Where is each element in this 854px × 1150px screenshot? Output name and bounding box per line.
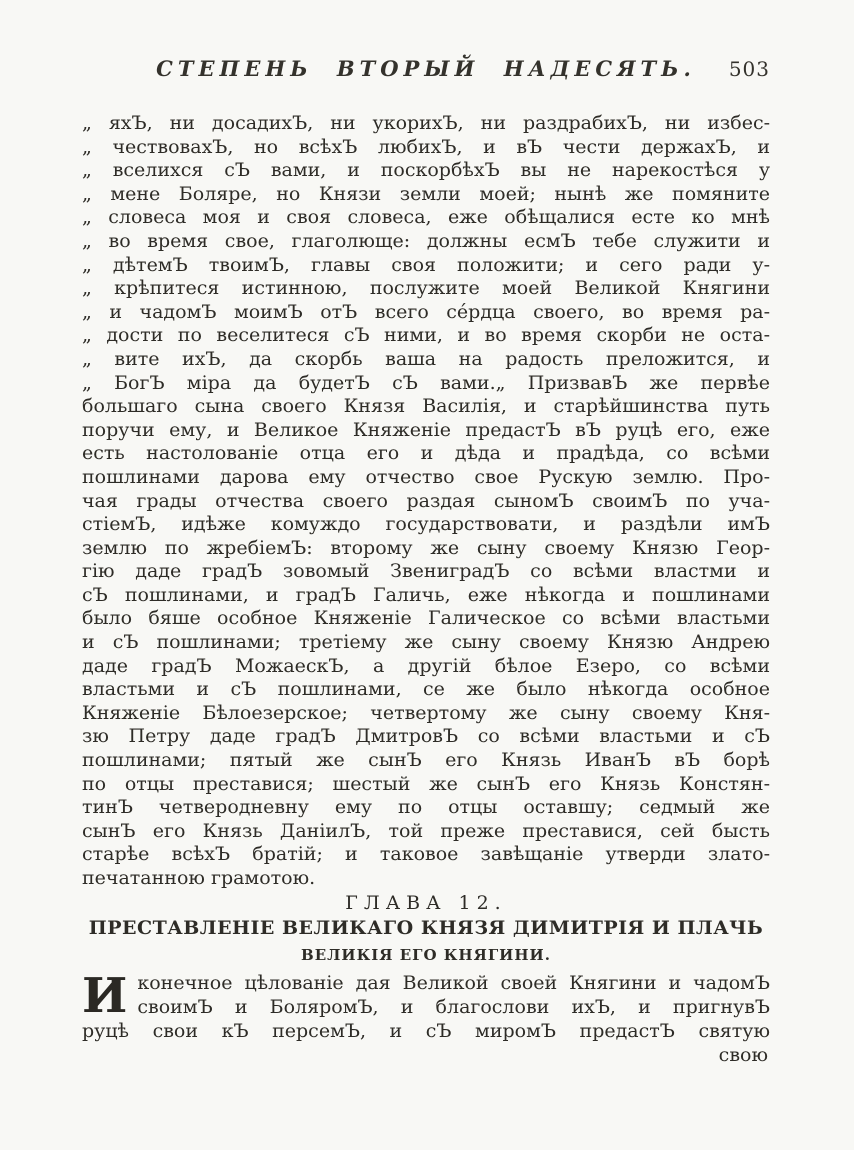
catchword: свою (718, 1044, 768, 1067)
text-line: старѣе всѣхЪ братій; и таковое завѣщаніе утверди злато- (82, 843, 770, 866)
text-line: стіемЪ, идѣже комуждо государствовати, и раздѣли имЪ (82, 513, 770, 536)
text-line: гію даде градЪ зовомый ЗвениградЪ со всѣми властми и (82, 560, 770, 583)
drop-cap-initial: И (82, 968, 128, 1025)
running-header (82, 56, 770, 86)
text-line: есть настолованіе отца его и дѣда и прадѣда, со всѣми (82, 442, 770, 465)
text-line: своимЪ и БоляромЪ, и благослови ихЪ, и пригнувЪ (137, 995, 770, 1018)
text-line: землю по жребіемЪ: второму же сыну своему Князю Геор- (82, 536, 770, 559)
section-subtitle: ВЕЛИКІЯ ЕГО КНЯГИНИ. (301, 945, 551, 964)
text-line: тинЪ четверодневну ему по отцы оставшу; седмый же (82, 796, 770, 819)
text-line: сЪ пошлинами, и градЪ Галичь, еже нѣкогда и пошлинами (82, 583, 770, 606)
text-line: пошлинами дарова ему отчество свое Рускую землю. Про- (82, 465, 770, 488)
text-line: поручи ему, и Великое Княженіе предастЪ вЪ руцѣ его, еже (82, 418, 770, 441)
page-number: 503 (728, 57, 770, 81)
text-line: „ крѣпитеся истинною, послужите моей Великой Княгини (82, 277, 770, 300)
opening-paragraph (82, 968, 770, 1043)
text-line: Княженіе Бѣлоезерское; четвертому же сыну своему Кня- (82, 701, 770, 724)
text-line: конечное цѣлованіе дая Великой своей Княгини и чадомЪ (137, 972, 770, 995)
text-line: „ дѣтемЪ твоимЪ, главы своя положити; и сего ради у- (82, 253, 770, 276)
text-line: „ вселихся сЪ вами, и поскорбѣхЪ вы не нарекостѣся у (82, 159, 770, 182)
text-line: „ чествовахЪ, но всѣхЪ любихЪ, и вЪ чести держахЪ, и (82, 135, 770, 158)
text-line: сынЪ его Князь ДаніилЪ, той преже преставися, сей бысть (82, 819, 770, 842)
text-line: было бяше особное Княженіе Галическое со всѣми властьми (82, 607, 770, 630)
text-line: большаго сына своего Князя Василія, и старѣйшинства путь (82, 395, 770, 418)
text-block (82, 112, 770, 1068)
text-line: „ вите ихЪ, да скорбь ваша на радость преложится, и (82, 347, 770, 370)
text-line: по отцы преставися; шестый же сынЪ его Князь Констян- (82, 772, 770, 795)
text-line: „ во время свое, глаголюще: должны есмЪ тебе служити и (82, 229, 770, 252)
text-line: „ дости по веселитеся сЪ ними, и во время скорби не оста- (82, 324, 770, 347)
opening-paragraph-lines (82, 968, 770, 1043)
paragraph-continuation (82, 112, 770, 867)
text-line: пошлинами; пятый же сынЪ его Князь ИванЪ вЪ борѣ (82, 749, 770, 772)
chapter-heading: ГЛАВА 12. (345, 891, 507, 914)
text-line: даде градЪ МожаескЪ, а другій бѣлое Езеро, со всѣми (82, 654, 770, 677)
text-line: „ яхЪ, ни досадихЪ, ни укорихЪ, ни раздрабихЪ, ни избес- (82, 112, 770, 134)
section-title: ПРЕСТАВЛЕНІЕ ВЕЛИКАГО КНЯЗЯ ДИМИТРІЯ И ПЛАЧЬ (88, 917, 764, 940)
text-line: „ словеса моя и своя словеса, еже обѣщалися есте ко мнѣ (82, 206, 770, 229)
text-line: руцѣ свои кЪ персемЪ, и сЪ миромЪ предастЪ святую (82, 1019, 770, 1042)
paragraph-last-line: печатанною грамотою. (82, 867, 316, 889)
text-line: чая грады отчества своего раздая сыномЪ своимЪ по уча- (82, 489, 770, 512)
text-line: и сЪ пошлинами; третіему же сыну своему Князю Андрею (82, 631, 770, 654)
text-line: „ мене Боляре, но Князи земли моей; нынѣ же помяните (82, 182, 770, 205)
text-line: „ БогЪ міра да будетЪ сЪ вами.„ ПризвавЪ же первѣе (82, 371, 770, 394)
text-line: „ и чадомЪ моимЪ отЪ всего се́рдца своего, во время ра- (82, 300, 770, 323)
running-title: СТЕПЕНЬ ВТОРЫЙ НАДЕСЯТЬ. (156, 56, 696, 81)
text-line: властьми и сЪ пошлинами, се же было нѣкогда особное (82, 678, 770, 701)
text-line: зю Петру даде градЪ ДмитровЪ со всѣми властьми и сЪ (82, 725, 770, 748)
